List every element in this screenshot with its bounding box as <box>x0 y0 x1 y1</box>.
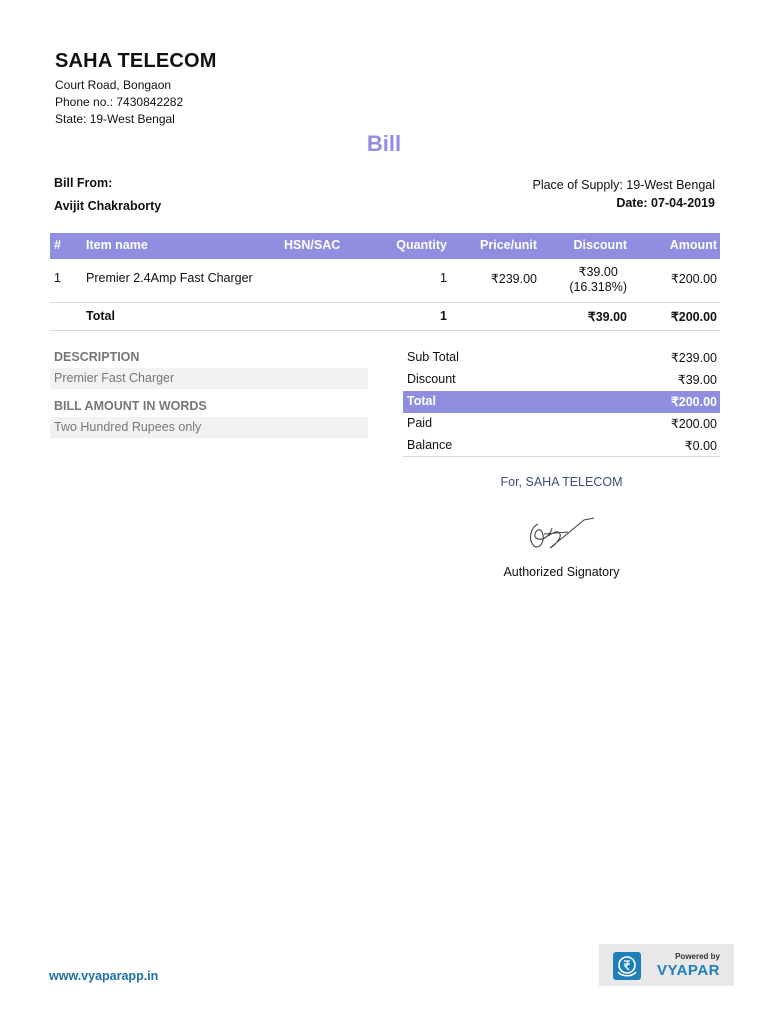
header-item-name: Item name <box>86 238 148 252</box>
row-item-name: Premier 2.4Amp Fast Charger <box>86 271 253 285</box>
brand-name: VYAPAR <box>656 962 720 979</box>
row-num: 1 <box>54 271 61 285</box>
summary-discount <box>403 369 720 391</box>
table-row <box>50 259 720 303</box>
header-hsn: HSN/SAC <box>284 238 341 252</box>
bill-from-label: Bill From: <box>54 176 113 190</box>
summary-paid <box>403 413 720 435</box>
total-quantity: 1 <box>440 309 447 323</box>
summary-block <box>403 347 720 457</box>
amount-in-words-value: Two Hundred Rupees only <box>50 417 368 438</box>
for-company: For, SAHA TELECOM <box>500 475 623 489</box>
summary-sub-total <box>403 347 720 369</box>
company-state: State: 19-West Bengal <box>55 112 175 126</box>
description-value: Premier Fast Charger <box>50 368 368 389</box>
document-title: Bill <box>366 131 402 156</box>
company-name: SAHA TELECOM <box>55 50 217 72</box>
total-label: Total <box>86 309 115 323</box>
row-quantity: 1 <box>440 271 447 285</box>
signature-image <box>524 510 596 556</box>
discount-label: Discount <box>407 372 456 386</box>
items-table <box>50 233 720 331</box>
place-of-supply: Place of Supply: 19-West Bengal <box>532 178 715 192</box>
summary-balance <box>403 435 720 457</box>
row-discount <box>569 265 627 295</box>
balance-value: ₹0.00 <box>684 439 717 453</box>
paid-label: Paid <box>407 416 433 430</box>
items-total-row <box>50 303 720 331</box>
summary-total <box>403 391 720 413</box>
bill-date: Date: 07-04-2019 <box>616 196 715 210</box>
description-label: DESCRIPTION <box>54 350 140 364</box>
row-discount-percent: (16.318%) <box>569 280 627 294</box>
header-num: # <box>54 238 61 252</box>
header-discount: Discount <box>573 238 627 252</box>
bill-from-name: Avijit Chakraborty <box>54 199 162 213</box>
discount-value: ₹39.00 <box>677 373 717 387</box>
row-amount: ₹200.00 <box>670 272 717 286</box>
balance-label: Balance <box>407 438 453 452</box>
authorized-signatory: Authorized Signatory <box>503 565 620 579</box>
total-discount: ₹39.00 <box>587 310 627 324</box>
company-address: Court Road, Bongaon <box>55 78 172 92</box>
summary-total-value: ₹200.00 <box>670 395 717 409</box>
company-phone: Phone no.: 7430842282 <box>55 95 184 109</box>
total-amount: ₹200.00 <box>670 310 717 324</box>
header-quantity: Quantity <box>396 238 447 252</box>
powered-by-label: Powered by <box>675 952 720 961</box>
paid-value: ₹200.00 <box>670 417 717 431</box>
sub-total-value: ₹239.00 <box>670 351 717 365</box>
vyapar-logo-icon <box>613 952 641 980</box>
header-price: Price/unit <box>480 238 537 252</box>
row-price: ₹239.00 <box>490 272 537 286</box>
items-table-header <box>50 233 720 259</box>
amount-in-words-label: BILL AMOUNT IN WORDS <box>54 399 207 413</box>
description-block <box>50 348 368 438</box>
summary-total-label: Total <box>407 394 436 408</box>
sub-total-label: Sub Total <box>407 350 459 364</box>
row-discount-amount: ₹39.00 <box>578 265 618 279</box>
header-amount: Amount <box>669 238 717 252</box>
powered-by-badge[interactable] <box>599 944 734 986</box>
website-link[interactable]: www.vyaparapp.in <box>49 969 159 983</box>
company-header <box>55 50 217 128</box>
